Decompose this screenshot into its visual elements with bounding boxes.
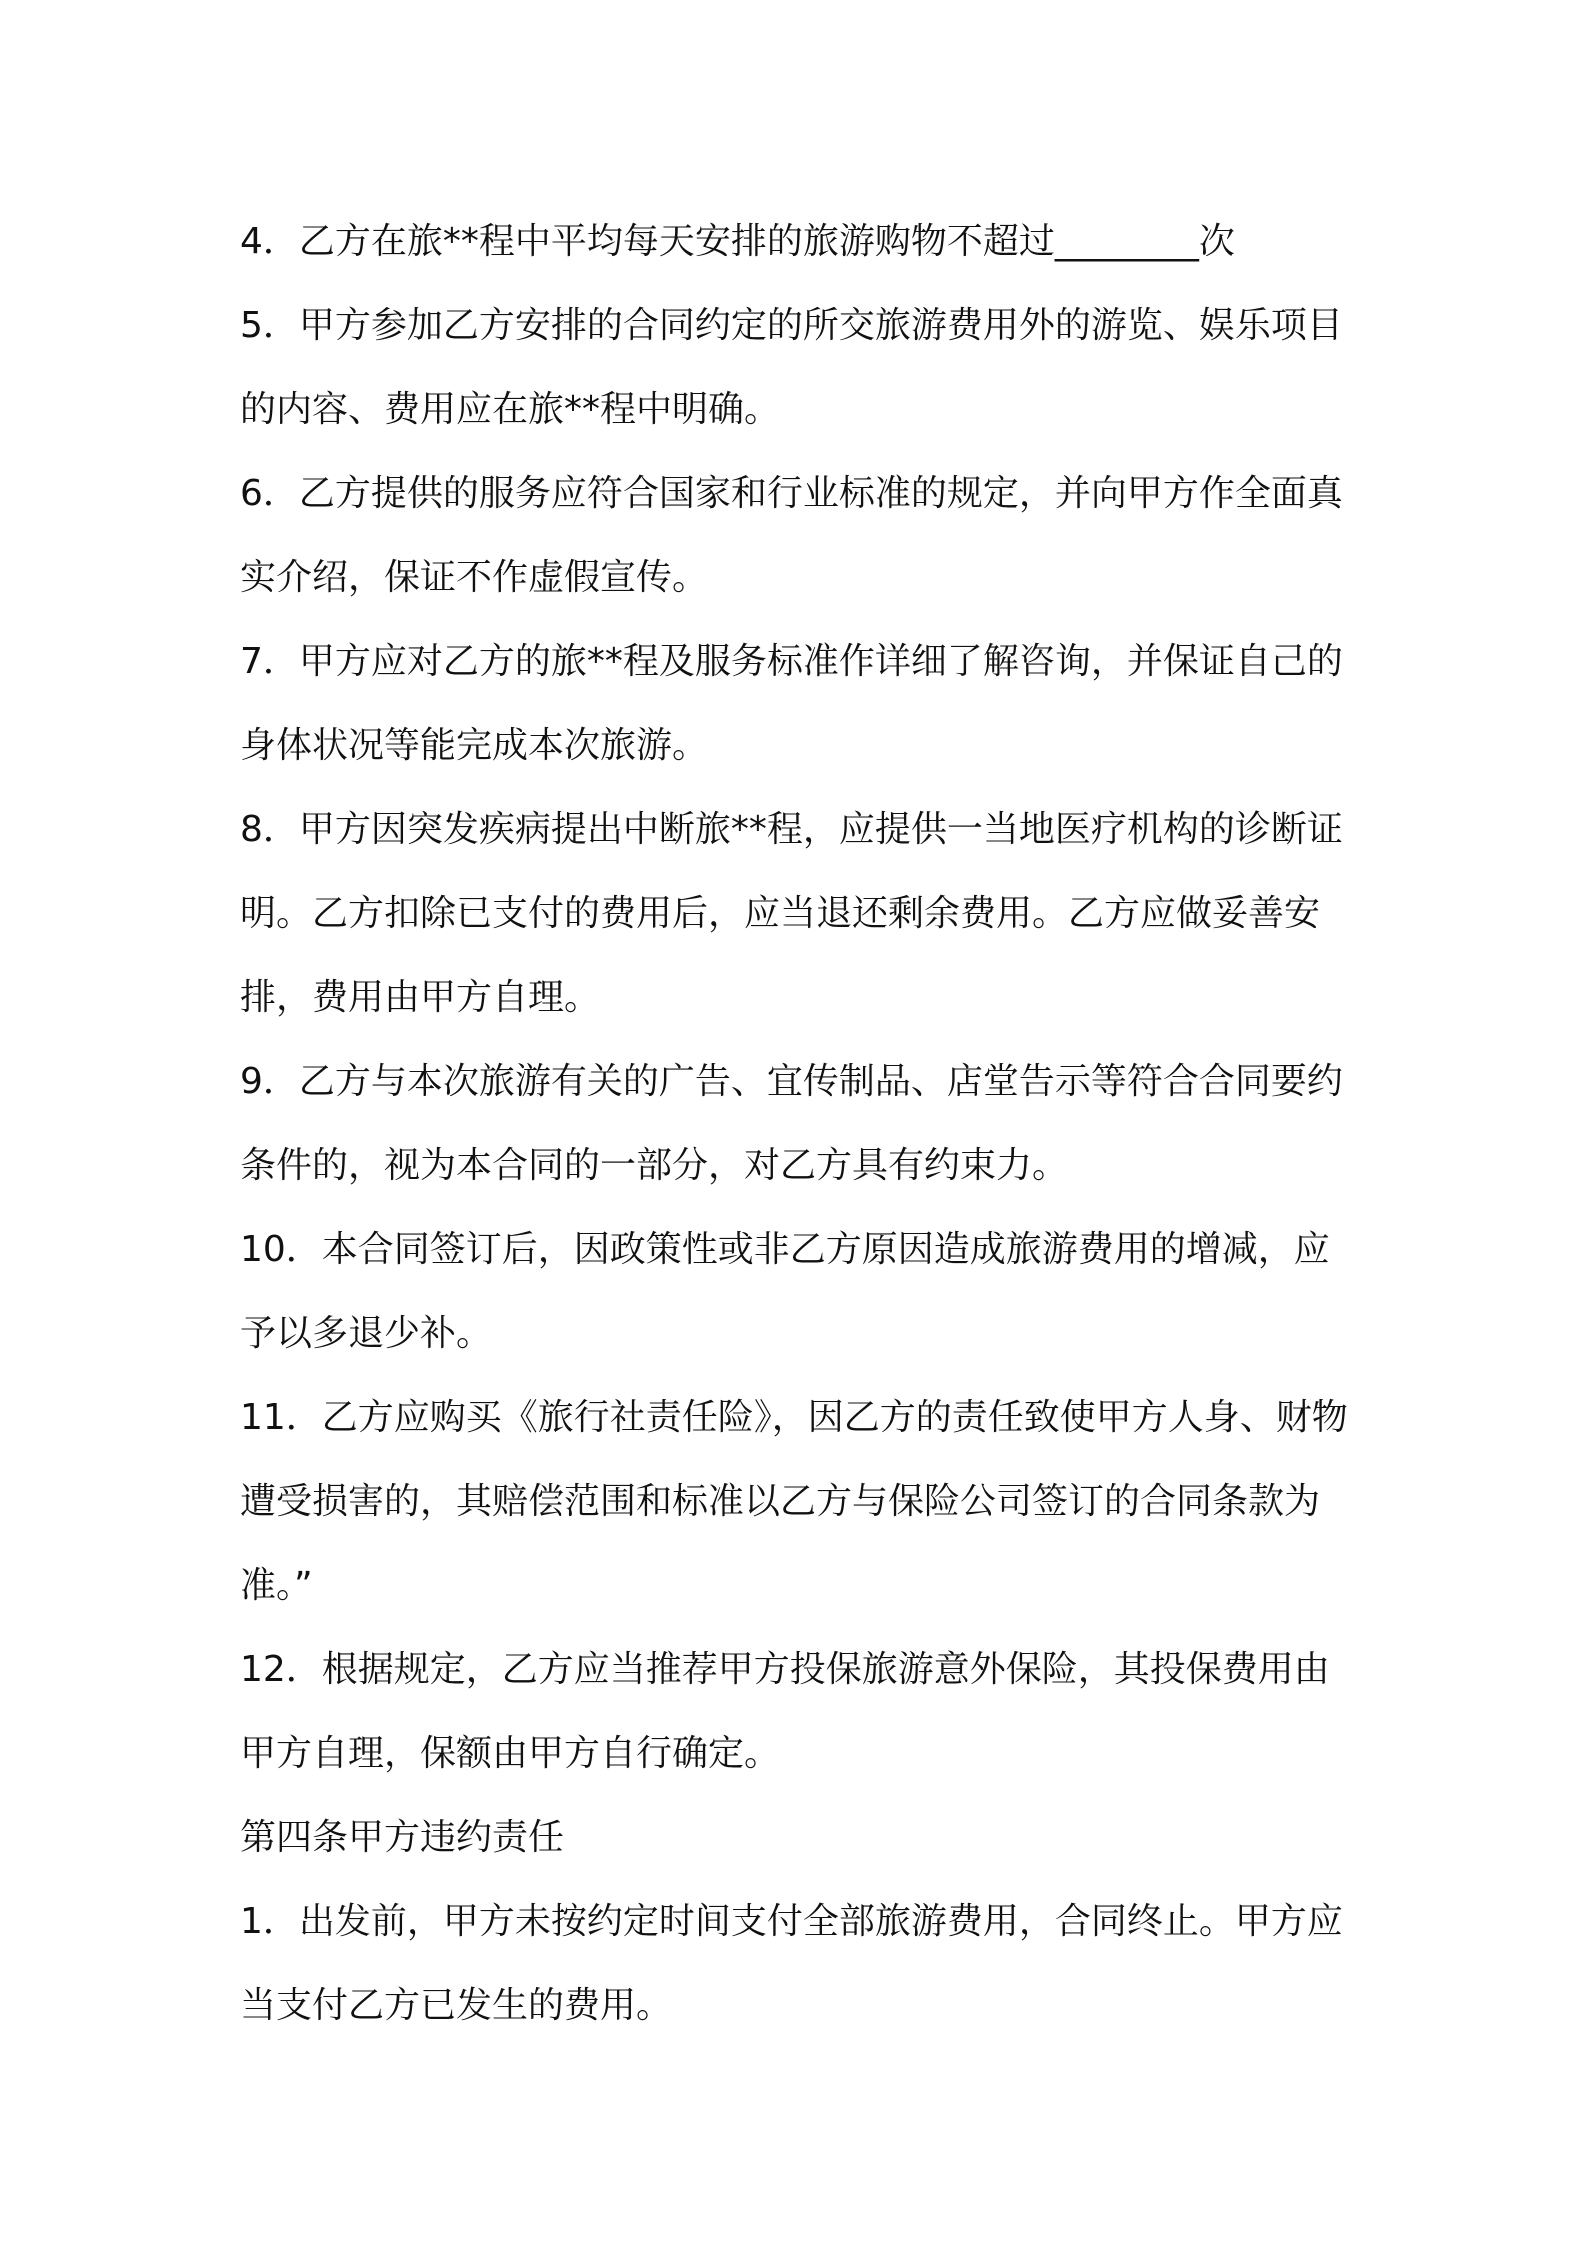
clause-6-service-standards: 6．乙方提供的服务应符合国家和行业标准的规定，并向甲方作全面真实介绍，保证不作虚假宣传。: [240, 473, 1343, 598]
clause-9-advertising-binding: 9．乙方与本次旅游有关的广告、宜传制品、店堂告示等符合合同要约条件的，视为本合同的一部分，对乙方具有约束力。: [240, 1061, 1343, 1186]
clause-7-itinerary-inquiry: 7．甲方应对乙方的旅**程及服务标准作详细了解咨询，并保证自己的身体状况等能完成本次旅游。: [240, 641, 1343, 766]
clause-11-liability-insurance: 11．乙方应购买《旅行社责任险》，因乙方的责任致使甲方人身、财物遭受损害的，其赔偿范围和标准以乙方与保险公司签订的合同条款为准。”: [240, 1397, 1348, 1606]
clause-10-cost-adjustment: 10．本合同签订后，因政策性或非乙方原因造成旅游费用的增减，应予以多退少补。: [240, 1229, 1330, 1354]
clause-12-accident-insurance: 12．根据规定，乙方应当推荐甲方投保旅游意外保险，其投保费用由甲方自理，保额由甲方自行确定。: [240, 1649, 1330, 1774]
article-4-clause-1-payment: 1．出发前，甲方未按约定时间支付全部旅游费用，合同终止。甲方应当支付乙方已发生的费用。: [240, 1901, 1343, 2026]
clause-4-shopping-limit: 4．乙方在旅**程中平均每天安排的旅游购物不超过________次: [240, 221, 1235, 262]
section-heading-article-4: 第四条甲方违约责任: [240, 1817, 565, 1858]
clause-8-illness-interruption: 8．甲方因突发疾病提出中断旅**程，应提供一当地医疗机构的诊断证明。乙方扣除已支付的费用后，应当退还剩余费用。乙方应做妥善安排，费用由甲方自理。: [240, 809, 1343, 1018]
clause-5-extra-activities: 5．甲方参加乙方安排的合同约定的所交旅游费用外的游览、娱乐项目的内容、费用应在旅**程中明确。: [240, 305, 1343, 430]
document-body: [240, 200, 1360, 2048]
